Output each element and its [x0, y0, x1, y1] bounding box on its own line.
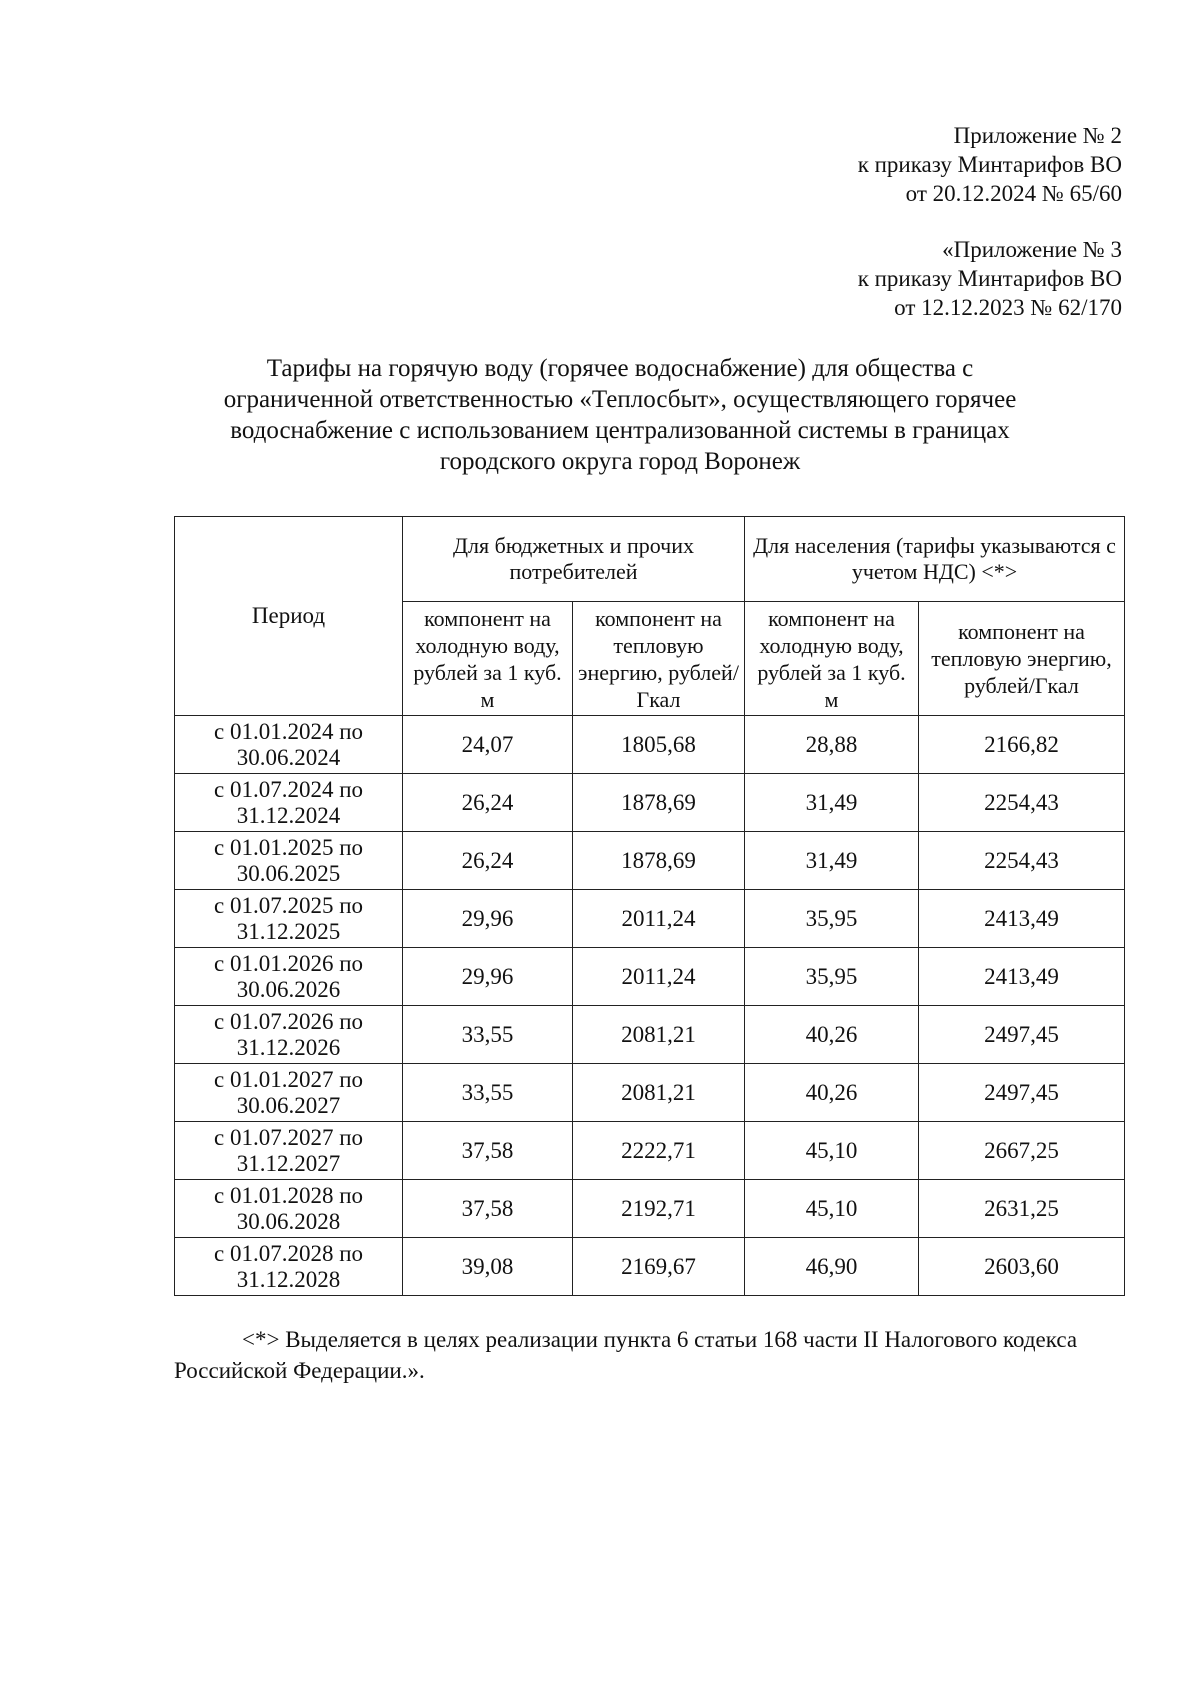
- cold-budget-cell: 24,07: [403, 716, 573, 774]
- period-cell: [175, 774, 403, 832]
- period-cell: [175, 948, 403, 1006]
- cold-population-cell: 40,26: [745, 1006, 919, 1064]
- period-cell: [175, 716, 403, 774]
- period-from: с 01.07.2028 по: [213, 1240, 364, 1266]
- group-header-population: Для населения (тарифы указываются с учетом НДС) <*>: [745, 517, 1125, 602]
- table-row: [175, 1122, 1125, 1180]
- heat-budget-cell: 2011,24: [573, 890, 745, 948]
- period-cell: [175, 1064, 403, 1122]
- title-line: ограниченной ответственностью «Теплосбыт», осуществляющего горячее: [223, 386, 1017, 413]
- heat-population-cell: 2667,25: [919, 1122, 1125, 1180]
- cold-population-cell: 45,10: [745, 1122, 919, 1180]
- tariff-table: [174, 516, 1125, 1296]
- heat-budget-cell: 2081,21: [573, 1064, 745, 1122]
- heat-population-cell: 2631,25: [919, 1180, 1125, 1238]
- period-from: с 01.07.2025 по: [213, 892, 364, 918]
- heat-budget-cell: 2192,71: [573, 1180, 745, 1238]
- cold-population-cell: 40,26: [745, 1064, 919, 1122]
- heat-population-cell: 2413,49: [919, 890, 1125, 948]
- table-row: [175, 1180, 1125, 1238]
- appendix-title: «Приложение № 3: [942, 237, 1122, 262]
- cold-population-cell: 28,88: [745, 716, 919, 774]
- table-row: [175, 832, 1125, 890]
- period-cell: [175, 1006, 403, 1064]
- appendix-header-current: [858, 121, 1122, 208]
- heat-population-cell: 2497,45: [919, 1064, 1125, 1122]
- heat-budget-cell: 2222,71: [573, 1122, 745, 1180]
- period-from: с 01.01.2027 по: [213, 1066, 364, 1092]
- period-cell: [175, 1122, 403, 1180]
- cold-population-cell: 35,95: [745, 890, 919, 948]
- table-row: [175, 890, 1125, 948]
- period-to: 31.12.2028: [236, 1266, 341, 1292]
- cold-budget-cell: 29,96: [403, 890, 573, 948]
- heat-population-cell: 2166,82: [919, 716, 1125, 774]
- appendix-title: Приложение № 2: [953, 123, 1122, 148]
- appendix-order-date: от 12.12.2023 № 62/170: [894, 295, 1122, 320]
- period-from: с 01.07.2027 по: [213, 1124, 364, 1150]
- period-to: 31.12.2025: [236, 918, 341, 944]
- period-from: с 01.01.2024 по: [213, 718, 364, 744]
- period-cell: [175, 832, 403, 890]
- period-to: 30.06.2025: [236, 860, 341, 886]
- cold-population-cell: 31,49: [745, 774, 919, 832]
- period-from: с 01.07.2026 по: [213, 1008, 364, 1034]
- cold-budget-cell: 26,24: [403, 832, 573, 890]
- cold-budget-cell: 26,24: [403, 774, 573, 832]
- cold-budget-cell: 37,58: [403, 1122, 573, 1180]
- table-row: [175, 948, 1125, 1006]
- period-from: с 01.07.2024 по: [213, 776, 364, 802]
- heat-budget-cell: 2169,67: [573, 1238, 745, 1296]
- cold-budget-cell: 39,08: [403, 1238, 573, 1296]
- period-to: 30.06.2026: [236, 976, 341, 1002]
- heat-budget-cell: 2081,21: [573, 1006, 745, 1064]
- appendix-header-previous: [858, 235, 1122, 322]
- table-row: [175, 716, 1125, 774]
- period-to: 31.12.2026: [236, 1034, 341, 1060]
- heat-population-cell: 2603,60: [919, 1238, 1125, 1296]
- footnote: <*> Выделяется в целях реализации пункта 6 статьи 168 части II Налогового кодекса Российской Федерации.».: [174, 1327, 1078, 1383]
- table-row: [175, 1064, 1125, 1122]
- period-to: 30.06.2027: [236, 1092, 341, 1118]
- table-row: [175, 1238, 1125, 1296]
- period-from: с 01.01.2025 по: [213, 834, 364, 860]
- table-row: [175, 1006, 1125, 1064]
- column-header-heat-population: компонент на тепловую энергию, рублей/Гкал: [919, 602, 1125, 716]
- cold-population-cell: 35,95: [745, 948, 919, 1006]
- title-line: водоснабжение с использованием централизованной системы в границах: [230, 417, 1010, 444]
- column-header-cold-budget: компонент на холодную воду, рублей за 1 куб. м: [403, 602, 573, 716]
- heat-population-cell: 2254,43: [919, 774, 1125, 832]
- appendix-order-date: от 20.12.2024 № 65/60: [905, 181, 1122, 206]
- period-cell: [175, 1180, 403, 1238]
- cold-budget-cell: 37,58: [403, 1180, 573, 1238]
- period-to: 30.06.2024: [236, 744, 341, 770]
- appendix-order-ref: к приказу Минтарифов ВО: [857, 152, 1122, 177]
- heat-budget-cell: 1805,68: [573, 716, 745, 774]
- title-line: Тарифы на горячую воду (горячее водоснабжение) для общества с: [266, 355, 974, 382]
- document-title: [160, 353, 1080, 477]
- cold-population-cell: 31,49: [745, 832, 919, 890]
- title-line: городского округа город Воронеж: [439, 448, 801, 475]
- heat-population-cell: 2413,49: [919, 948, 1125, 1006]
- period-header: Период: [175, 517, 403, 716]
- period-to: 30.06.2028: [236, 1208, 341, 1234]
- cold-population-cell: 46,90: [745, 1238, 919, 1296]
- period-cell: [175, 1238, 403, 1296]
- cold-population-cell: 45,10: [745, 1180, 919, 1238]
- period-from: с 01.01.2026 по: [213, 950, 364, 976]
- group-header-budget: Для бюджетных и прочих потребителей: [403, 517, 745, 602]
- heat-budget-cell: 1878,69: [573, 832, 745, 890]
- heat-population-cell: 2497,45: [919, 1006, 1125, 1064]
- period-from: с 01.01.2028 по: [213, 1182, 364, 1208]
- cold-budget-cell: 33,55: [403, 1006, 573, 1064]
- appendix-order-ref: к приказу Минтарифов ВО: [857, 266, 1122, 291]
- heat-budget-cell: 2011,24: [573, 948, 745, 1006]
- period-to: 31.12.2024: [236, 802, 341, 828]
- column-header-heat-budget: компонент на тепловую энергию, рублей/Гкал: [573, 602, 745, 716]
- period-cell: [175, 890, 403, 948]
- table-row: [175, 774, 1125, 832]
- heat-population-cell: 2254,43: [919, 832, 1125, 890]
- heat-budget-cell: 1878,69: [573, 774, 745, 832]
- period-to: 31.12.2027: [236, 1150, 341, 1176]
- cold-budget-cell: 33,55: [403, 1064, 573, 1122]
- column-header-cold-population: компонент на холодную воду, рублей за 1 куб. м: [745, 602, 919, 716]
- cold-budget-cell: 29,96: [403, 948, 573, 1006]
